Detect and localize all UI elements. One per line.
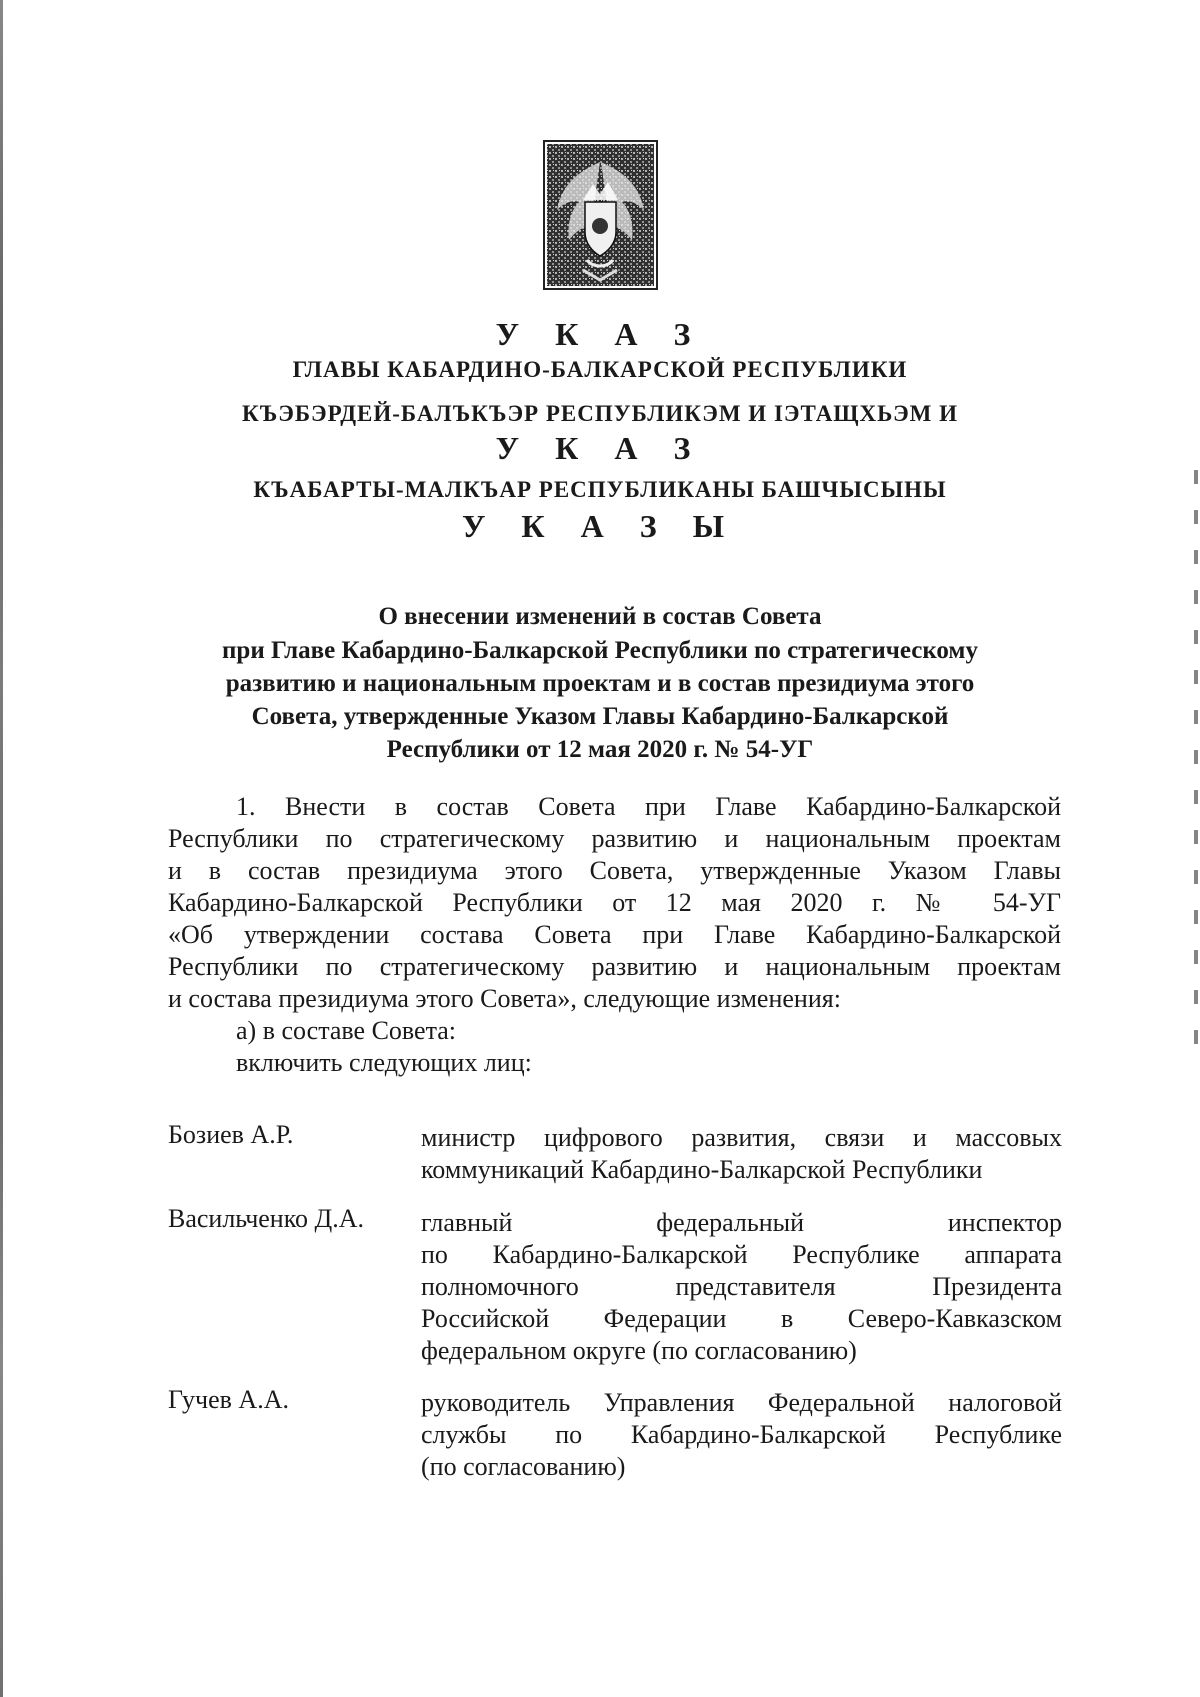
person-role-line: руководитель Управления Федеральной налоговой (421, 1388, 1062, 1417)
person-role-line: федеральном округе (по согласованию) (421, 1336, 857, 1365)
coat-of-arms-emblem (543, 140, 658, 290)
person-name: Гучев А.А. (168, 1385, 289, 1414)
person-role-line: министр цифрового развития, связи и массовых (421, 1123, 1062, 1152)
document-title-line: при Главе Кабардино-Балкарской Республики по стратегическому (222, 637, 978, 664)
document-title-line: Республики от 12 мая 2020 г. № 54-УГ (386, 736, 814, 763)
person-name: Бозиев А.Р. (168, 1120, 294, 1149)
person-role-line: коммуникаций Кабардино-Балкарской Республики (421, 1155, 983, 1184)
include-persons-line: включить следующих лиц: (236, 1048, 532, 1077)
paragraph-line: «Об утверждении состава Совета при Главе Кабардино-Балкарской (168, 920, 1061, 949)
person-role-line: службы по Кабардино-Балкарской Республике (421, 1420, 1062, 1449)
document-title-line: развитию и национальным проектам и в состав президиума этого (225, 670, 975, 697)
paragraph-line: Кабардино-Балкарской Республики от 12 мая 2020 г. № 54-УГ (168, 888, 1061, 917)
document-title-line: Совета, утвержденные Указом Главы Кабардино-Балкарской (251, 703, 949, 730)
person-role-line: полномочного представителя Президента (421, 1272, 1062, 1301)
header-line-russian: ГЛАВЫ КАБАРДИНО-БАЛКАРСКОЙ РЕСПУБЛИКИ (292, 357, 908, 382)
paragraph-line: 1. Внести в состав Совета при Главе Кабардино-Балкарской (236, 792, 1061, 821)
person-role-line: (по согласованию) (421, 1452, 626, 1481)
header-line-kabardian: КЪЭБЭРДЕЙ-БАЛЪКЪЭР РЕСПУБЛИКЭМ И IЭТАЩХЬЭМ И (241, 401, 959, 426)
paragraph-line: Республики по стратегическому развитию и национальным проектам (168, 952, 1061, 981)
person-role-line: по Кабардино-Балкарской Республике аппарата (421, 1240, 1062, 1269)
paragraph-line: Республики по стратегическому развитию и национальным проектам (168, 824, 1061, 853)
scan-edge-left (0, 0, 3, 1697)
ukaz-heading-2: У К А З (495, 430, 705, 466)
paragraph-line: и в состав президиума этого Совета, утвержденные Указом Главы (168, 856, 1061, 885)
sub-item-a: а) в составе Совета: (236, 1016, 457, 1045)
paragraph-line: и состава президиума этого Совета», следующие изменения: (168, 984, 841, 1013)
ukaz-heading-1: У К А З (495, 316, 705, 352)
person-role-line: главный федеральный инспектор (421, 1208, 1062, 1237)
ukaz-heading-3: У К А З Ы (461, 508, 739, 544)
header-line-balkar: КЪАБАРТЫ-МАЛКЪАР РЕСПУБЛИКАНЫ БАШЧЫСЫНЫ (253, 477, 947, 502)
person-role-line: Российской Федерации в Северо-Кавказском (421, 1304, 1062, 1333)
document-title-line: О внесении изменений в состав Совета (378, 603, 822, 630)
scan-edge-right (1194, 470, 1198, 1070)
person-name: Васильченко Д.А. (168, 1204, 365, 1233)
